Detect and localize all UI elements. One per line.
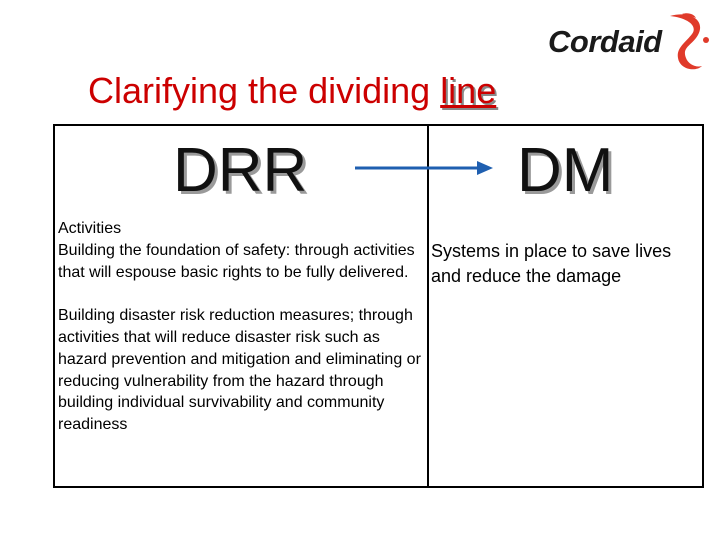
right-arrow-icon	[355, 154, 495, 182]
drr-heading: Activities	[58, 220, 122, 237]
dm-description: Systems in place to save lives and reduce the damage	[431, 241, 672, 286]
dm-header: DM	[517, 136, 614, 205]
title-prefix: Clarifying the dividing	[88, 70, 441, 111]
comparison-table	[53, 124, 704, 488]
drr-header: DRR	[173, 136, 308, 205]
cordaid-logo	[548, 10, 718, 72]
drr-paragraph-1: Building the foundation of safety: through activities that will espouse basic rights to be fully delivered.	[58, 241, 415, 281]
drr-description	[58, 218, 424, 436]
cordaid-swirl-icon	[662, 12, 714, 72]
slide-title	[88, 70, 496, 112]
drr-paragraph-2: Building disaster risk reduction measures; through activities that will reduce disaster risk such as hazard prevention and mitigation and eliminating or reducing vulnerability from the hazard through building individual survivability and community readiness	[58, 307, 421, 434]
logo-text: Cordaid	[548, 24, 662, 59]
title-underlined-word: line	[440, 70, 497, 111]
